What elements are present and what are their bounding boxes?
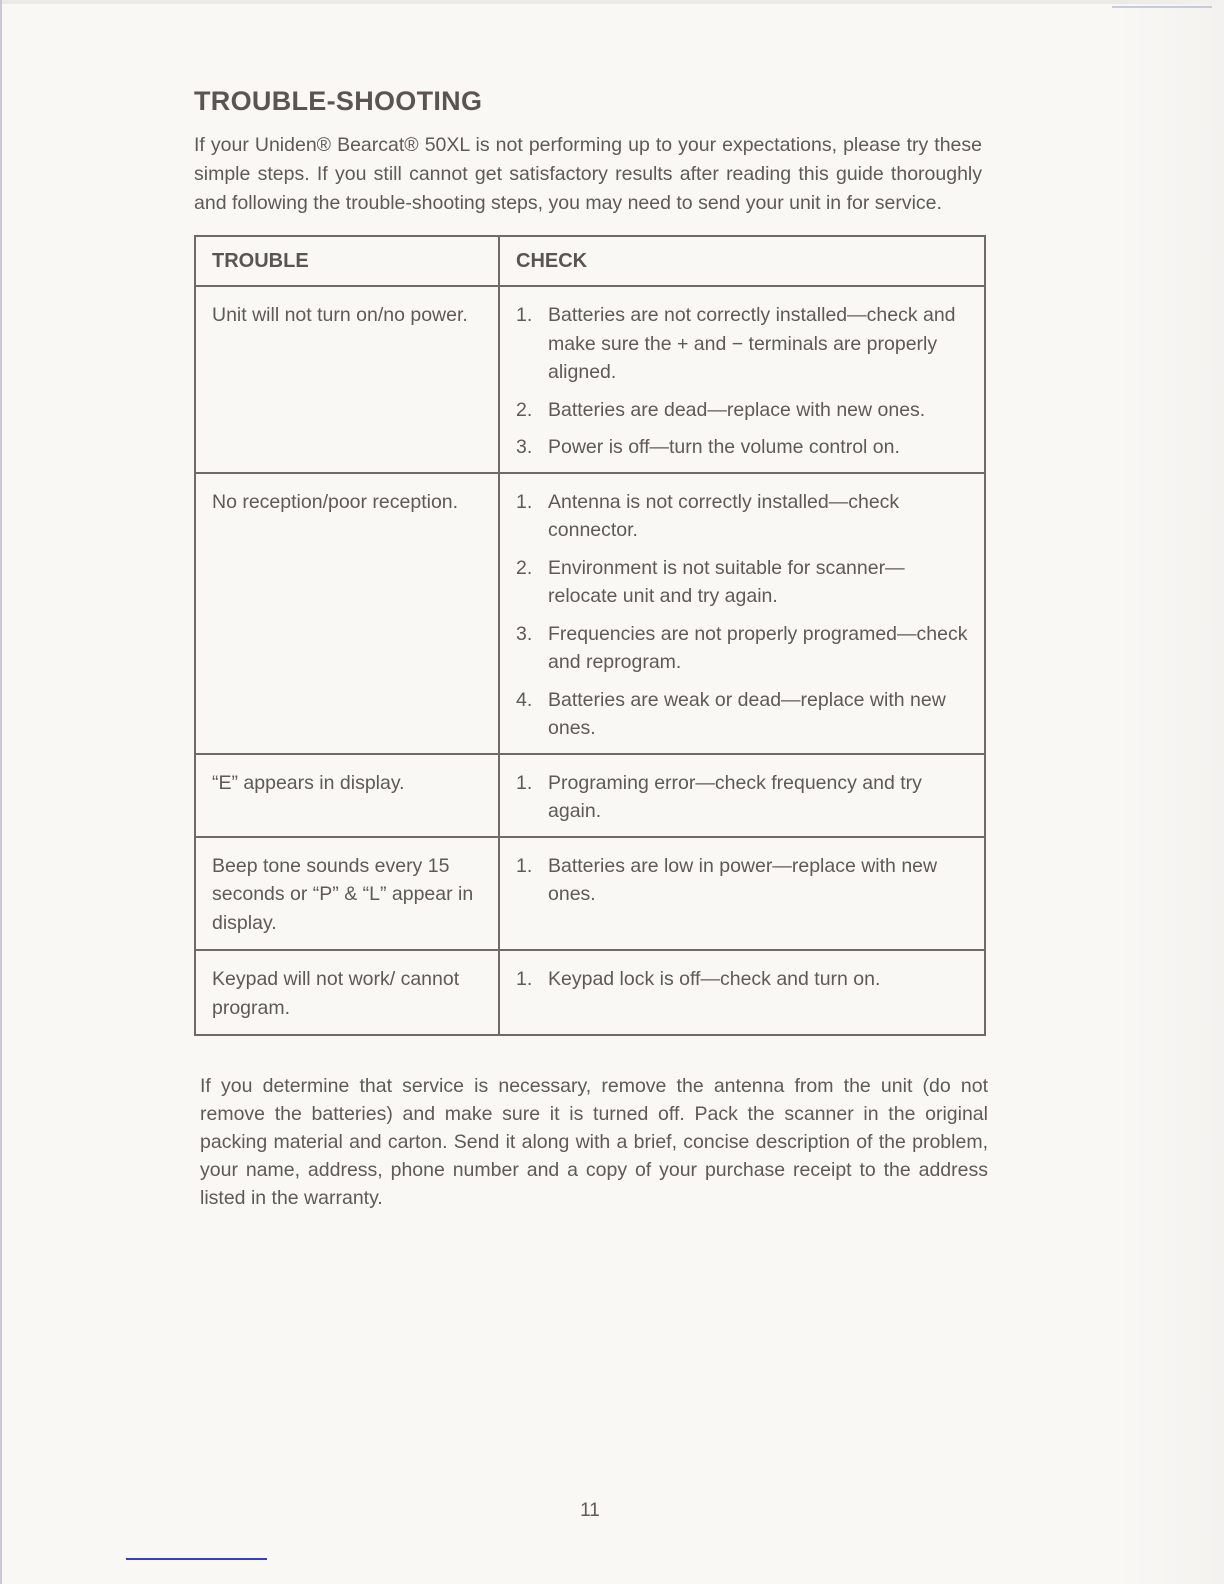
step-number: 3. — [516, 436, 533, 458]
table-header-row — [195, 236, 985, 286]
step-text: Batteries are weak or dead—replace with new ones. — [548, 688, 946, 739]
check-cell — [499, 754, 985, 837]
table-row — [195, 473, 985, 754]
step-text: Batteries are low in power—replace with new ones. — [548, 854, 938, 905]
check-step — [516, 396, 968, 425]
page-number: 11 — [580, 1500, 600, 1521]
table-row — [195, 950, 985, 1035]
check-cell — [499, 837, 985, 951]
page-edge-shadow — [1114, 0, 1224, 1584]
step-text: Power is off—turn the volume control on. — [548, 436, 900, 458]
step-number: 2. — [516, 556, 533, 579]
step-text: Batteries are not correctly installed—check and make sure the + and − terminals are properly aligned. — [548, 304, 956, 383]
trouble-cell: No reception/poor reception. — [195, 473, 499, 754]
check-step — [516, 488, 968, 545]
step-text: Keypad lock is off—check and turn on. — [548, 968, 881, 990]
trouble-cell: Keypad will not work/ cannot program. — [195, 950, 499, 1035]
table-row — [195, 837, 985, 951]
page-title: TROUBLE-SHOOTING — [194, 86, 483, 116]
check-step — [516, 301, 968, 387]
check-steps-list — [516, 852, 968, 909]
page-edge-left — [0, 0, 2, 1584]
step-number: 1. — [516, 771, 533, 794]
check-step — [516, 686, 968, 743]
step-text: Batteries are dead—replace with new ones. — [548, 398, 926, 421]
step-text: Environment is not suitable for scanner—relocate unit and try again. — [548, 556, 905, 607]
check-step — [516, 852, 968, 909]
check-steps-list — [516, 965, 968, 994]
check-step — [516, 433, 968, 462]
step-number: 1. — [516, 304, 533, 326]
table-row — [195, 286, 985, 473]
check-steps-list — [516, 488, 968, 743]
step-number: 3. — [516, 622, 533, 645]
table-row — [195, 754, 985, 837]
check-cell — [499, 286, 985, 473]
step-text: Antenna is not correctly installed—check connector. — [548, 490, 900, 541]
trouble-cell: “E” appears in display. — [195, 754, 499, 837]
page-edge-top — [0, 0, 1224, 4]
check-step — [516, 769, 968, 826]
trouble-cell: Beep tone sounds every 15 seconds or “P” & “L” appear in display. — [195, 837, 499, 951]
table-body — [195, 286, 985, 1035]
header-check: CHECK — [499, 236, 985, 286]
trouble-shooting-table — [194, 235, 986, 1036]
check-steps-list — [516, 301, 968, 462]
step-number: 4. — [516, 688, 533, 711]
check-step — [516, 620, 968, 677]
check-cell — [499, 950, 985, 1035]
header-trouble: TROUBLE — [195, 236, 499, 286]
check-steps-list — [516, 769, 968, 826]
step-text: Frequencies are not properly programed—check and reprogram. — [548, 622, 968, 673]
check-step — [516, 554, 968, 611]
page-content — [194, 86, 988, 1212]
step-number: 1. — [516, 968, 533, 990]
step-text: Programing error—check frequency and try again. — [548, 771, 922, 822]
trouble-cell: Unit will not turn on/no power. — [195, 286, 499, 473]
step-number: 1. — [516, 854, 533, 877]
check-step — [516, 965, 968, 994]
scan-mark-top — [1112, 6, 1212, 8]
scan-mark-bottom — [126, 1558, 267, 1560]
service-paragraph: If you determine that service is necessary, remove the antenna from the unit (do not remove the batteries) and make sure it is turned off. Pack the scanner in the original packing material and carton. Send it along with a brief, concise description of the problem, your name, address, phone number and a copy of your purchase receipt to the address listed in the warranty. — [200, 1075, 988, 1209]
intro-paragraph: If your Uniden® Bearcat® 50XL is not performing up to your expectations, please try these simple steps. If you still cannot get satisfactory results after reading this guide thoroughly and following the trouble-shooting steps, you may need to send your unit in for service. — [194, 134, 982, 214]
check-cell — [499, 473, 985, 754]
step-number: 2. — [516, 398, 533, 421]
step-number: 1. — [516, 490, 533, 513]
